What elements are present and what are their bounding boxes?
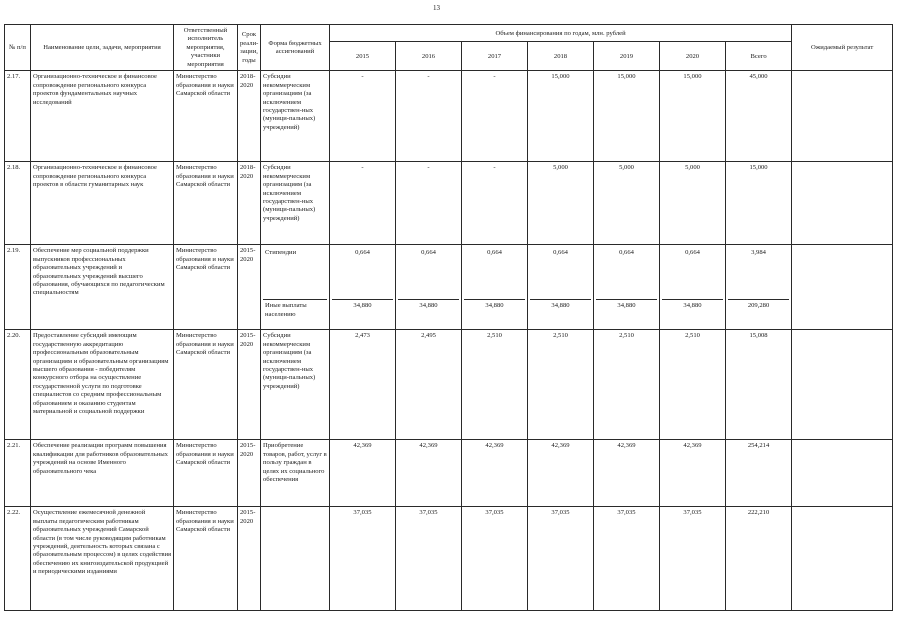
header-year-2019: 2019 [594,42,660,71]
header-year-2020: 2020 [660,42,726,71]
header-year-2015: 2015 [330,42,396,71]
value-2019: 42,369 [594,440,660,507]
value-2015: 0,664 34,880 [330,245,396,330]
value-2015: 37,035 [330,507,396,611]
value-2015: 42,369 [330,440,396,507]
row-responsible: Министерство образования и науки Самарской области [174,507,238,611]
value-2018: 0,664 34,880 [528,245,594,330]
value-2019: 15,000 [594,71,660,162]
row-form [261,507,330,611]
row-name: Предоставление субсидий имеющим государственную аккредитацию профессиональным образовательным организациям и образовательным организациям высшего образования - победителям конкурсного отбора на осуществление государственной услуги по подготовке специалистов со средним профессиональным образованием и оказанию студентам материальной и социальной поддержки [31,330,174,440]
header-num: № п/п [5,25,31,71]
form-other-payments: Иные выплаты населению [265,302,307,318]
row-form: Субсидии некоммерческим организациям (за исключением государствен-ных (муници-пальных) учреждений) [261,71,330,162]
value-2018: 42,369 [528,440,594,507]
value-2017: - [462,71,528,162]
header-form: Форма бюджетных ассигнований [261,25,330,71]
form-stipend: Стипендии [263,247,327,300]
value-2020: 37,035 [660,507,726,611]
row-form [261,245,330,330]
row-term: 2015-2020 [238,330,261,440]
value-total: 15,008 [726,330,792,440]
value-2018: 37,035 [528,507,594,611]
row-number: 2.21. [5,440,31,507]
value-2020: 42,369 [660,440,726,507]
value-2018: 2,510 [528,330,594,440]
value-2017: 42,369 [462,440,528,507]
header-total: Всего [726,42,792,71]
row-term: 2015-2020 [238,507,261,611]
value-2015: - [330,71,396,162]
value-2016: - [396,162,462,245]
value-2020: 2,510 [660,330,726,440]
row-form: Приобретение товаров, работ, услуг в пользу граждан в целях их социального обеспечения [261,440,330,507]
expected-result [792,245,893,330]
value-total: 15,000 [726,162,792,245]
value-2017: - [462,162,528,245]
value-2017: 2,510 [462,330,528,440]
header-year-2017: 2017 [462,42,528,71]
value-2019: 0,664 34,880 [594,245,660,330]
row-term: 2015-2020 [238,440,261,507]
row-number: 2.19. [5,245,31,330]
value-total: 254,214 [726,440,792,507]
value-2017: 0,664 34,880 [462,245,528,330]
financing-table [4,24,893,611]
value-2018: 5,000 [528,162,594,245]
table-row [5,440,893,507]
row-number: 2.20. [5,330,31,440]
table-row [5,507,893,611]
header-year-2018: 2018 [528,42,594,71]
value-2019: 2,510 [594,330,660,440]
row-name: Обеспечение мер социальной поддержки выпускников профессиональных образовательных учреждений и образовательных учреждений высшего образования, обучающихся по педагогическим специальностям [31,245,174,330]
row-number: 2.18. [5,162,31,245]
row-responsible: Министерство образования и науки Самарской области [174,440,238,507]
row-responsible: Министерство образования и науки Самарской области [174,71,238,162]
value-total: 45,000 [726,71,792,162]
header-term: Срок реали-зации, годы [238,25,261,71]
value-2016: 37,035 [396,507,462,611]
row-term: 2015-2020 [238,245,261,330]
row-responsible: Министерство образования и науки Самарской области [174,330,238,440]
header-result: Ожидаемый результат [792,25,893,71]
row-term: 2018-2020 [238,162,261,245]
table-row [5,330,893,440]
table-row [5,71,893,162]
table-row [5,162,893,245]
value-total: 222,210 [726,507,792,611]
table-row [5,245,893,330]
value-2020: 0,664 34,880 [660,245,726,330]
value-2015: - [330,162,396,245]
value-2018: 15,000 [528,71,594,162]
row-responsible: Министерство образования и науки Самарской области [174,245,238,330]
page-number: 13 [433,4,440,12]
header-financing-title: Объем финансирования по годам, млн. рублей [330,25,792,42]
expected-result [792,440,893,507]
header-responsible: Ответственный исполнитель мероприятия, участники мероприятия [174,25,238,71]
value-2016: - [396,71,462,162]
expected-result [792,330,893,440]
value-2016: 42,369 [396,440,462,507]
value-2016: 2,495 [396,330,462,440]
header-year-2016: 2016 [396,42,462,71]
expected-result [792,162,893,245]
value-2015: 2,473 [330,330,396,440]
value-2020: 15,000 [660,71,726,162]
value-total: 3,984 209,280 [726,245,792,330]
value-2017: 37,035 [462,507,528,611]
row-name: Организационно-техническое и финансовое сопровождение регионального конкурса проектов в области гуманитарных наук [31,162,174,245]
value-2020: 5,000 [660,162,726,245]
row-number: 2.22. [5,507,31,611]
row-name: Осуществление ежемесячной денежной выплаты педагогическим работникам образовательных учреждений Самарской области (в том числе руководящим работникам учреждений, деятельность которых связана с образовательным процессом) в целях содействия обеспечению их книгоиздательской продукцией и периодическими изданиями [31,507,174,611]
value-2019: 5,000 [594,162,660,245]
row-term: 2018-2020 [238,71,261,162]
row-name: Организационно-техническое и финансовое сопровождение регионального конкурса проектов фундаментальных научных исследований [31,71,174,162]
row-form: Субсидии некоммерческим организациям (за исключением государствен-ных (муници-пальных) учреждений) [261,162,330,245]
header-name: Наименование цели, задачи, мероприятия [31,25,174,71]
expected-result [792,71,893,162]
row-responsible: Министерство образования и науки Самарской области [174,162,238,245]
row-name: Обеспечение реализации программ повышения квалификации для работников образовательных учреждений на основе Именного образовательного чека [31,440,174,507]
row-number: 2.17. [5,71,31,162]
value-2016: 0,664 34,880 [396,245,462,330]
row-form: Субсидии некоммерческим организациям (за исключением государствен-ных (муници-пальных) учреждений) [261,330,330,440]
value-2019: 37,035 [594,507,660,611]
expected-result [792,507,893,611]
